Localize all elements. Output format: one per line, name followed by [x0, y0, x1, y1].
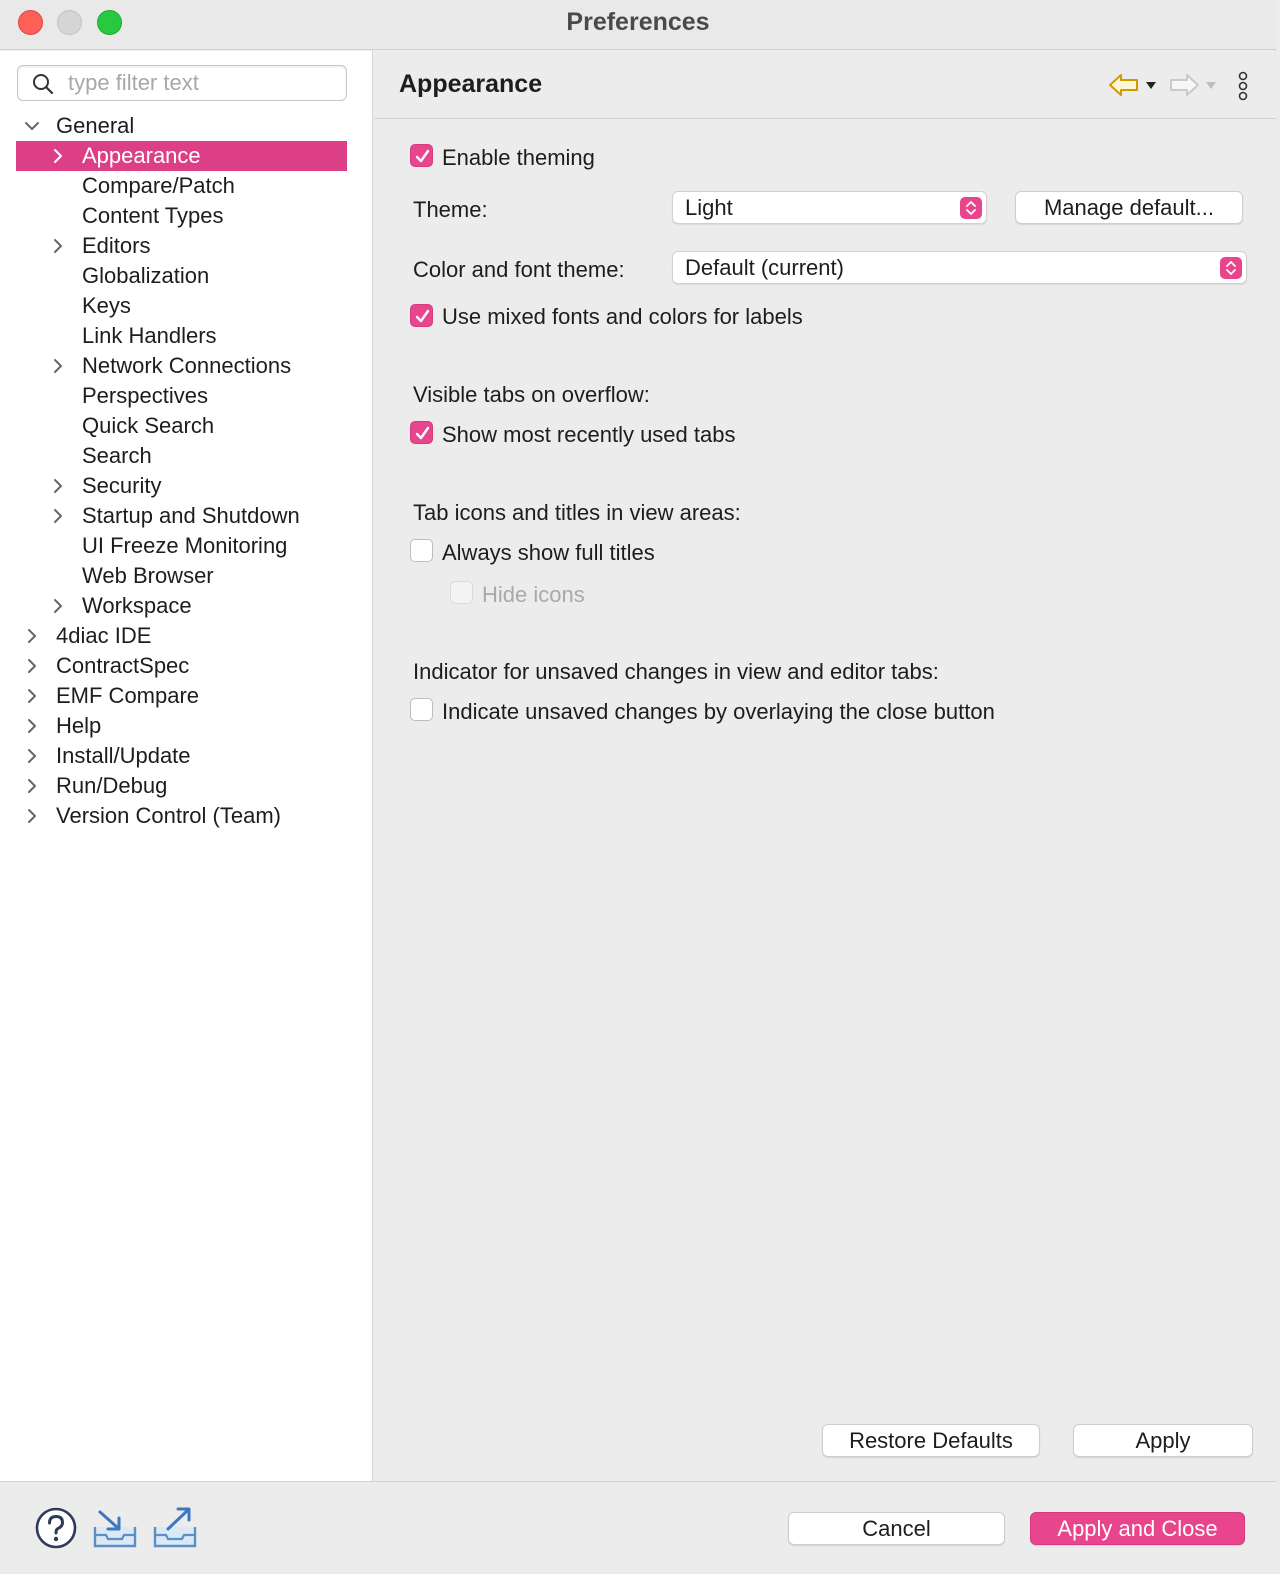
show-mru-tabs-label[interactable]: Show most recently used tabs [442, 422, 736, 447]
tree-item-label: 4diac IDE [56, 623, 152, 648]
tree-item-label: UI Freeze Monitoring [82, 533, 288, 558]
tree-item-contractspec[interactable] [0, 651, 373, 681]
tree-item-help[interactable] [0, 711, 373, 741]
tree-item-globalization[interactable] [0, 261, 373, 291]
page-header [374, 51, 1276, 119]
tree-item-label: Content Types [82, 203, 224, 228]
tree-item-4diac-ide[interactable] [0, 621, 373, 651]
chevron-right-icon[interactable] [24, 778, 40, 794]
tree-item-label: EMF Compare [56, 683, 200, 708]
checkmark-icon [414, 148, 431, 165]
select-stepper-icon [960, 197, 982, 219]
tree-item-label: Version Control (Team) [56, 803, 281, 828]
tree-item-label: Search [82, 443, 152, 468]
page-title: Appearance [399, 70, 543, 98]
chevron-right-icon[interactable] [24, 688, 40, 704]
tree-item-security[interactable] [0, 471, 373, 501]
tree-item-compare-patch[interactable] [0, 171, 373, 201]
export-icon[interactable] [152, 1505, 198, 1549]
chevron-right-icon[interactable] [24, 718, 40, 734]
back-history-dropdown-icon[interactable] [1145, 81, 1157, 91]
title-bar [0, 0, 1276, 50]
tree-item-version-control-team[interactable] [0, 801, 373, 831]
tree-item-label: Perspectives [82, 383, 208, 408]
preference-page [374, 51, 1276, 1481]
tree-item-label: Install/Update [56, 743, 191, 768]
cancel-button[interactable]: Cancel [788, 1512, 1005, 1545]
indicate-unsaved-checkbox[interactable] [410, 698, 433, 721]
tree-item-label: Run/Debug [56, 773, 168, 798]
tree-item-label: Help [56, 713, 102, 738]
apply-and-close-button[interactable]: Apply and Close [1030, 1512, 1245, 1545]
color-font-theme-select[interactable] [672, 251, 1247, 284]
theme-select-value: Light [685, 195, 733, 220]
color-font-theme-label: Color and font theme: [413, 257, 625, 282]
tree-item-label: Quick Search [82, 413, 215, 438]
tree-item-label: Link Handlers [82, 323, 217, 348]
chevron-right-icon[interactable] [50, 238, 66, 254]
tree-item-general[interactable] [0, 111, 373, 141]
tree-item-startup-and-shutdown[interactable] [0, 501, 373, 531]
tree-item-label: Appearance [82, 143, 201, 168]
color-font-theme-value: Default (current) [685, 255, 844, 280]
unsaved-indicator-heading: Indicator for unsaved changes in view and editor tabs: [413, 659, 939, 684]
hide-icons-label: Hide icons [482, 582, 585, 607]
chevron-right-icon[interactable] [24, 628, 40, 644]
tree-item-workspace[interactable] [0, 591, 373, 621]
always-full-titles-label[interactable]: Always show full titles [442, 540, 655, 565]
indicate-unsaved-label[interactable]: Indicate unsaved changes by overlaying the close button [442, 699, 995, 724]
tree-item-quick-search[interactable] [0, 411, 373, 441]
vertical-ellipsis-icon[interactable] [1236, 71, 1250, 103]
tree-item-label: Web Browser [82, 563, 214, 588]
tree-item-link-handlers[interactable] [0, 321, 373, 351]
dialog-footer [0, 1481, 1276, 1574]
help-icon[interactable] [35, 1507, 77, 1549]
forward-history-dropdown-icon [1205, 81, 1217, 91]
checkmark-icon [414, 308, 431, 325]
search-icon [32, 73, 54, 95]
always-full-titles-checkbox[interactable] [410, 539, 433, 562]
tree-item-label: Security [82, 473, 162, 498]
chevron-right-icon[interactable] [24, 748, 40, 764]
chevron-right-icon[interactable] [24, 808, 40, 824]
tree-item-install-update[interactable] [0, 741, 373, 771]
preferences-tree-panel [0, 51, 373, 1481]
tree-item-label: Network Connections [82, 353, 292, 378]
tree-item-label: Editors [82, 233, 151, 258]
restore-defaults-button[interactable]: Restore Defaults [822, 1424, 1040, 1457]
tree-item-label: Keys [82, 293, 131, 318]
checkmark-icon [414, 425, 431, 442]
chevron-right-icon[interactable] [24, 658, 40, 674]
manage-default-button[interactable]: Manage default... [1015, 191, 1243, 224]
chevron-right-icon[interactable] [50, 508, 66, 524]
filter-input[interactable] [68, 70, 338, 96]
tree-item-label: ContractSpec [56, 653, 190, 678]
tree-item-label: Startup and Shutdown [82, 503, 300, 528]
tree-item-appearance[interactable] [16, 141, 347, 171]
forward-arrow-icon [1168, 71, 1200, 99]
tree-item-editors[interactable] [0, 231, 373, 261]
tree-item-label: Globalization [82, 263, 210, 288]
filter-box[interactable] [17, 65, 347, 101]
import-icon[interactable] [92, 1509, 138, 1549]
tree-item-keys[interactable] [0, 291, 373, 321]
mixed-fonts-checkbox[interactable] [410, 304, 433, 327]
tree-item-ui-freeze-monitoring[interactable] [0, 531, 373, 561]
chevron-right-icon[interactable] [50, 598, 66, 614]
chevron-right-icon[interactable] [50, 478, 66, 494]
theme-select[interactable] [672, 191, 987, 224]
tree-item-run-debug[interactable] [0, 771, 373, 801]
mixed-fonts-label[interactable]: Use mixed fonts and colors for labels [442, 304, 803, 329]
tree-item-content-types[interactable] [0, 201, 373, 231]
apply-button[interactable]: Apply [1073, 1424, 1253, 1457]
enable-theming-label[interactable]: Enable theming [442, 145, 595, 170]
tree-item-emf-compare[interactable] [0, 681, 373, 711]
tree-item-label: General [56, 113, 135, 138]
tree-item-search[interactable] [0, 441, 373, 471]
tab-icons-heading: Tab icons and titles in view areas: [413, 500, 741, 525]
preferences-tree [0, 111, 373, 831]
visible-tabs-heading: Visible tabs on overflow: [413, 382, 650, 407]
theme-label: Theme: [413, 197, 488, 222]
chevron-right-icon[interactable] [50, 358, 66, 374]
tree-item-label: Workspace [82, 593, 192, 618]
show-mru-tabs-checkbox[interactable] [410, 421, 433, 444]
enable-theming-checkbox[interactable] [410, 144, 433, 167]
tree-item-network-connections[interactable] [0, 351, 373, 381]
window-title: Preferences [566, 8, 710, 36]
chevron-right-icon[interactable] [50, 148, 66, 164]
back-arrow-icon[interactable] [1108, 71, 1140, 99]
tree-item-label: Compare/Patch [82, 173, 235, 198]
tree-item-web-browser[interactable] [0, 561, 373, 591]
hide-icons-checkbox [450, 581, 473, 604]
select-stepper-icon [1220, 257, 1242, 279]
tree-item-perspectives[interactable] [0, 381, 373, 411]
chevron-down-icon[interactable] [24, 118, 40, 134]
